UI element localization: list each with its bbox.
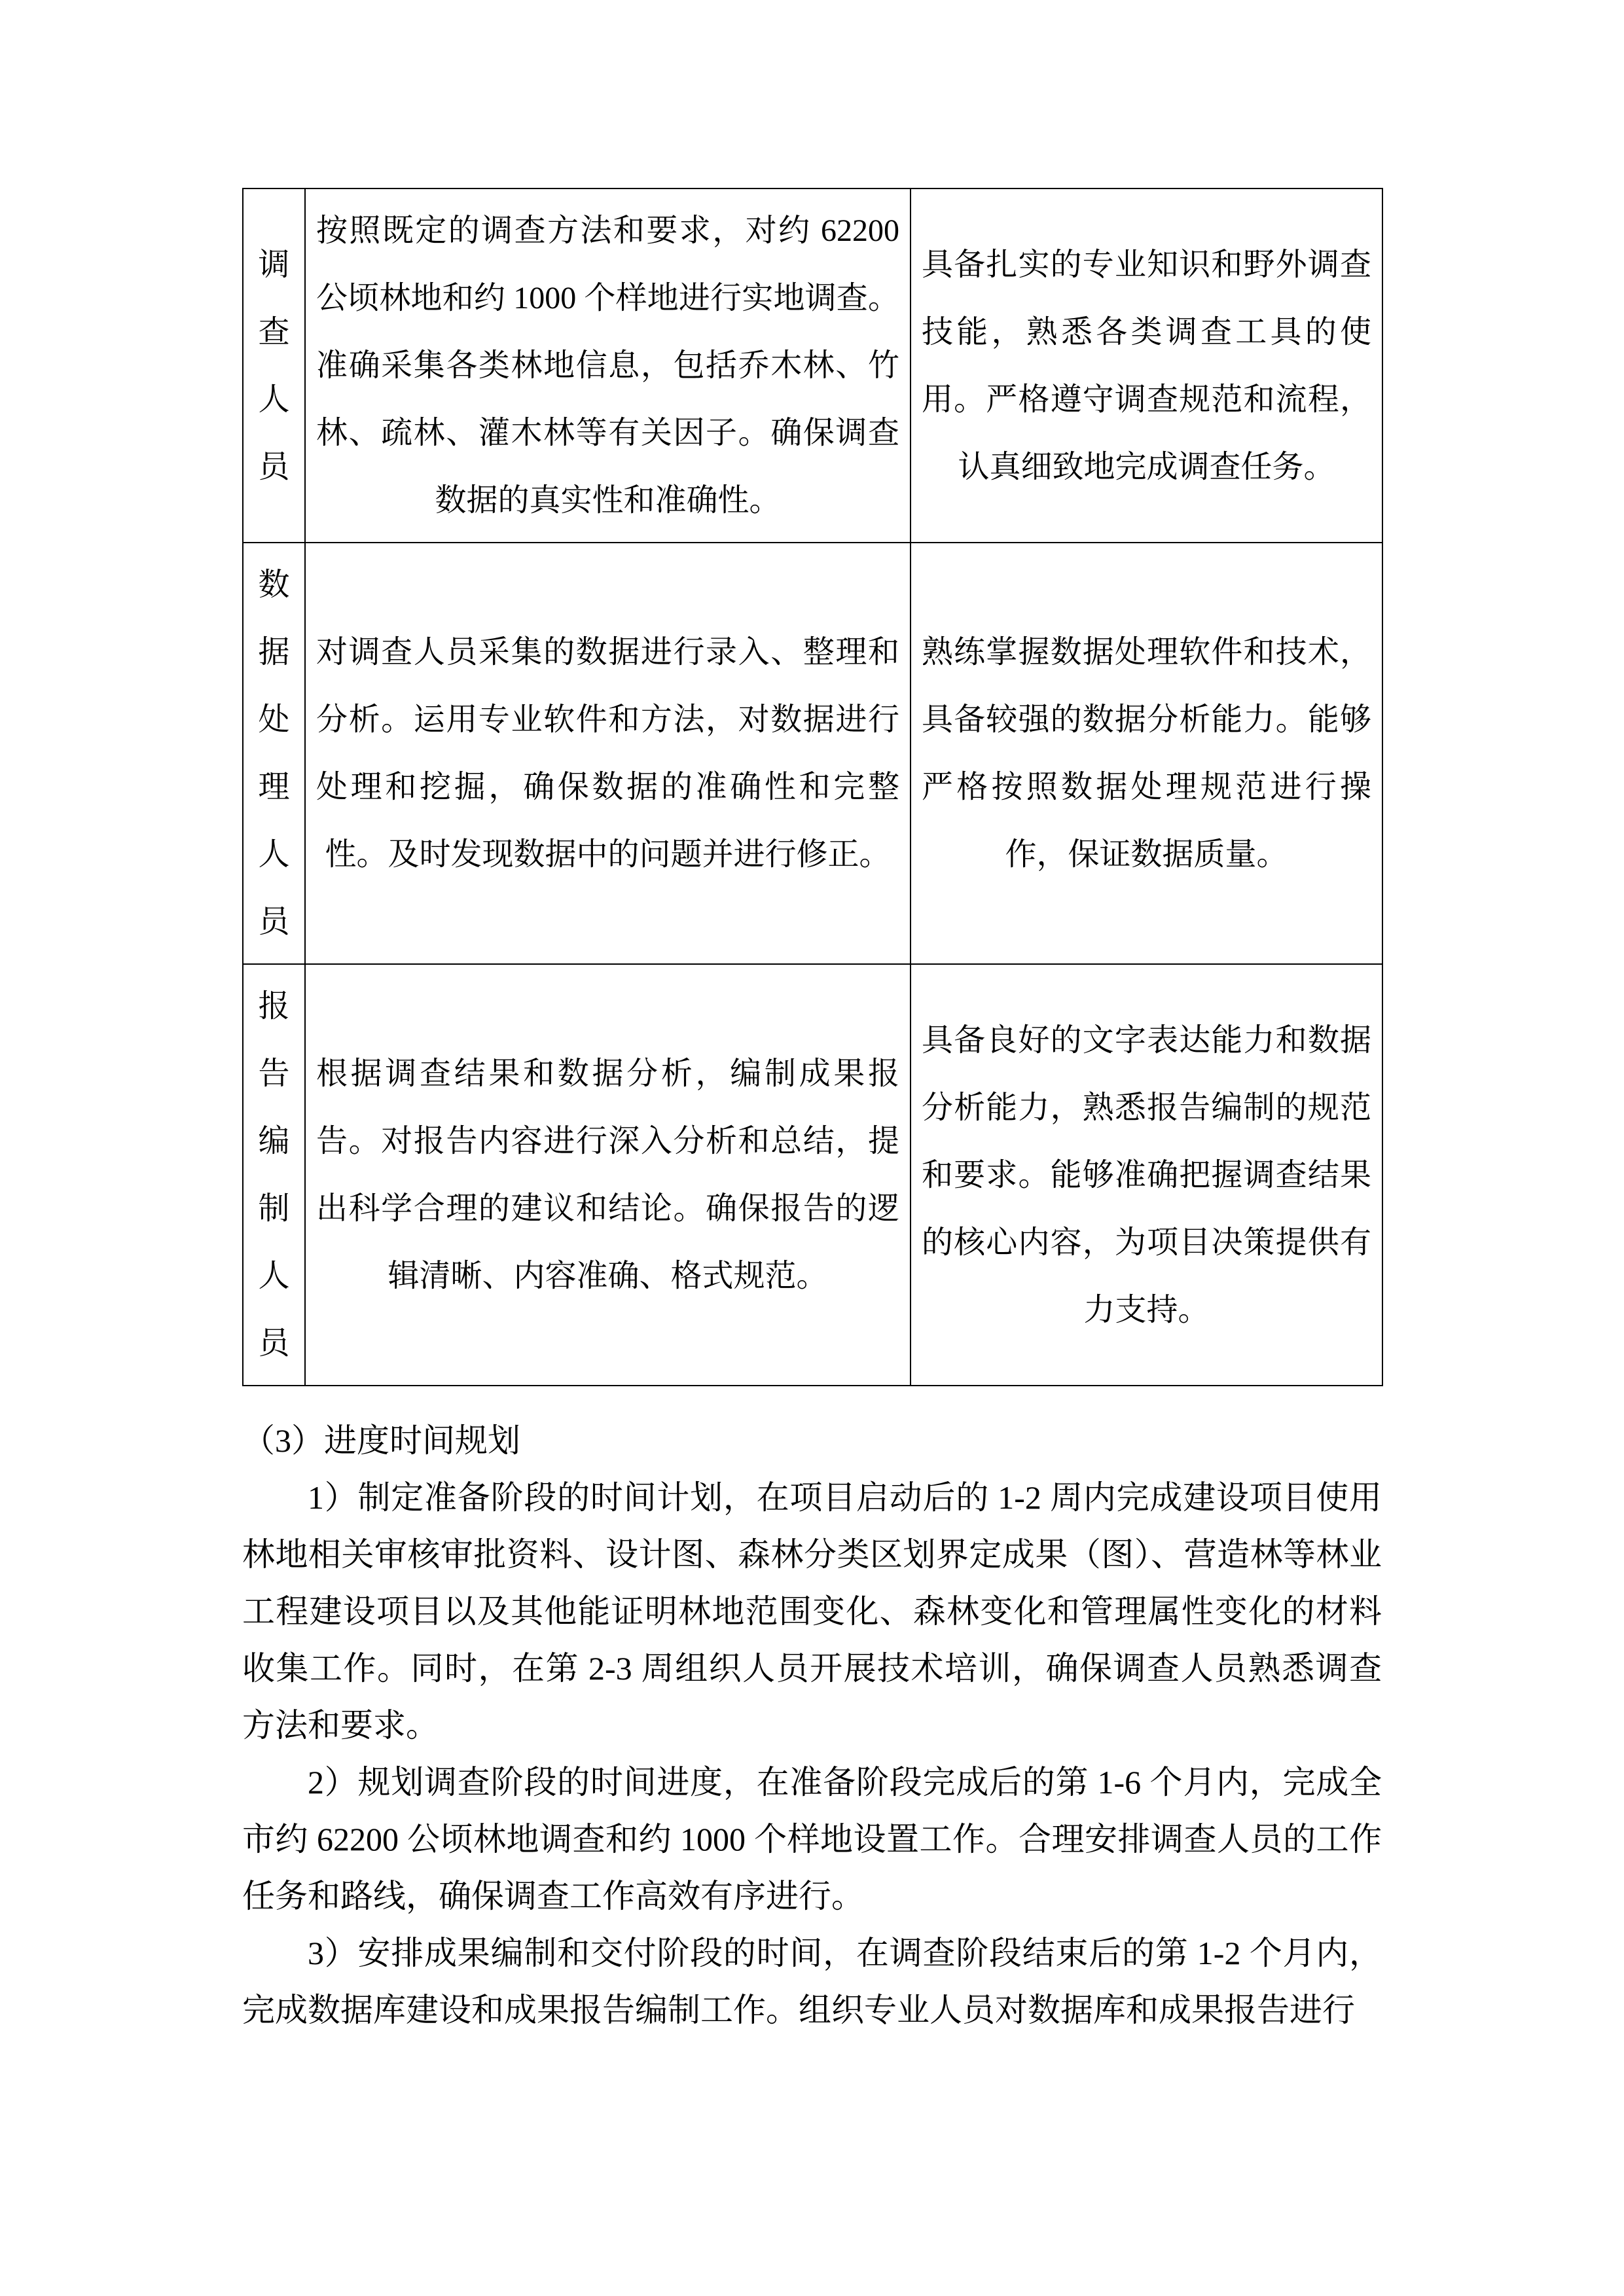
requirement-cell: 具备扎实的专业知识和野外调查技能，熟悉各类调查工具的使用。严格遵守调查规范和流程，认真细致地完成调查任务。 — [911, 188, 1382, 543]
role-label: 调查人员 — [258, 247, 290, 484]
role-cell — [243, 188, 305, 543]
role-cell — [243, 543, 305, 964]
role-cell — [243, 964, 305, 1386]
paragraph: 3）安排成果编制和交付阶段的时间，在调查阶段结束后的第 1-2 个月内，完成数据库建设和成果报告编制工作。组织专业人员对数据库和成果报告进行 — [242, 1935, 1382, 2028]
role-label: 报告编制人员 — [258, 989, 290, 1361]
duty-cell: 对调查人员采集的数据进行录入、整理和分析。运用专业软件和方法，对数据进行处理和挖掘，确保数据的准确性和完整性。及时发现数据中的问题并进行修正。 — [305, 543, 911, 964]
duty-cell: 按照既定的调查方法和要求，对约 62200 公顷林地和约 1000 个样地进行实地调查。准确采集各类林地信息，包括乔木林、竹林、疏林、灌木林等有关因子。确保调查数据的真实性和准确性。 — [305, 188, 911, 543]
section-heading: （3）进度时间规划 — [242, 1422, 520, 1459]
requirement-cell: 具备良好的文字表达能力和数据分析能力，熟悉报告编制的规范和要求。能够准确把握调查结果的核心内容，为项目决策提供有力支持。 — [911, 964, 1382, 1386]
table-row — [243, 543, 1382, 964]
document-content — [242, 188, 1382, 2039]
paragraph: 1）制定准备阶段的时间计划，在项目启动后的 1-2 周内完成建设项目使用林地相关审核审批资料、设计图、森林分类区划界定成果（图）、营造林等林业工程建设项目以及其他能证明林地范围变化、森林变化和管理属性变化的材料收集工作。同时，在第 2-3 周组织人员开展技术培训，确保调查人员熟悉调查方法和要求。 — [242, 1479, 1382, 1744]
requirement-cell: 熟练掌握数据处理软件和技术，具备较强的数据分析能力。能够严格按照数据处理规范进行操作，保证数据质量。 — [911, 543, 1382, 964]
duty-cell: 根据调查结果和数据分析，编制成果报告。对报告内容进行深入分析和总结，提出科学合理的建议和结论。确保报告的逻辑清晰、内容准确、格式规范。 — [305, 964, 911, 1386]
paragraph: 2）规划调查阶段的时间进度，在准备阶段完成后的第 1-6 个月内，完成全市约 62200 公顷林地调查和约 1000 个样地设置工作。合理安排调查人员的工作任务和路线，确保调查工作高效有序进行。 — [242, 1764, 1382, 1914]
table-row — [243, 964, 1382, 1386]
table-row — [243, 188, 1382, 543]
role-label: 数据处理人员 — [258, 567, 290, 939]
personnel-table — [242, 188, 1383, 1386]
